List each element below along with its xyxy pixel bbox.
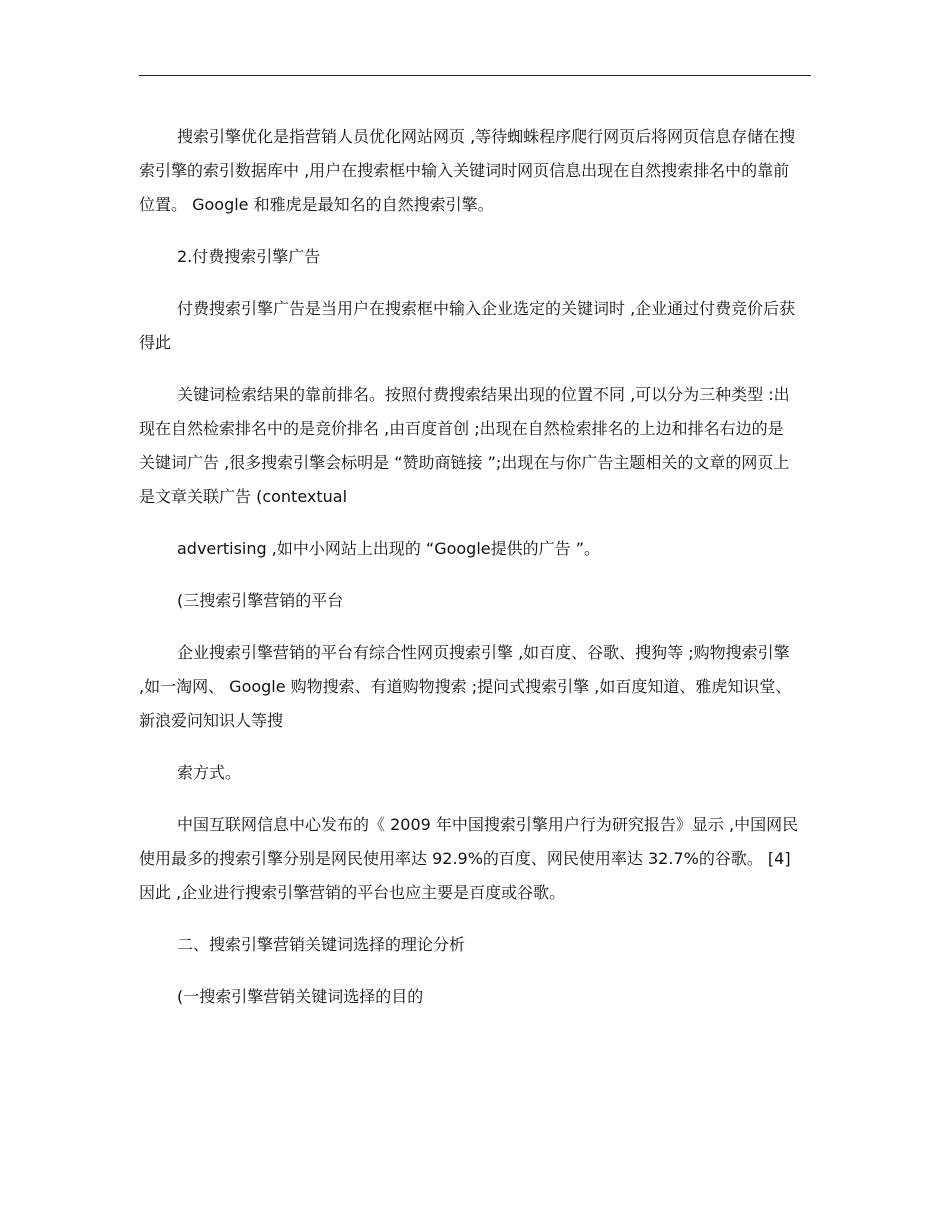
paragraph-seo-definition: 搜索引擎优化是指营销人员优化网站网页 ,等待蜘蛛程序爬行网页后将网页信息存储在搜索引擎的索引数据库中 ,用户在搜索框中输入关键词时网页信息出现在自然搜索排名中的靠前位置。 Google 和雅虎是最知名的自然搜索引擎。 (139, 127, 796, 214)
paragraph-paid-ads-intro: 付费搜索引擎广告是当用户在搜索框中输入企业选定的关键词时 ,企业通过付费竞价后获得此 (139, 299, 796, 352)
paragraph-search-methods: 索方式。 (177, 763, 242, 782)
section-heading-keyword-theory: 二、搜索引擎营销关键词选择的理论分析 (177, 935, 466, 954)
section-heading-paid-ads: 2.付费搜索引擎广告 (177, 247, 321, 266)
paragraph-contextual-advertising: advertising ,如中小网站上出现的 “Google提供的广告 ”。 (177, 539, 600, 558)
document-body (139, 120, 799, 1014)
paragraph-paid-ads-types: 关键词检索结果的靠前排名。按照付费搜索结果出现的位置不同 ,可以分为三种类型 :出现在自然检索排名中的是竞价排名 ,由百度首创 ;出现在自然检索排名的上边和排名右边的是关键词广告 ,很多搜索引擎会标明是 “赞助商链接 ”;出现在与你广告主题相关的文章的网页上是文章关联广告 (contextual (139, 385, 790, 506)
header-rule (139, 75, 811, 76)
section-heading-keyword-purpose: (一搜索引擎营销关键词选择的目的 (177, 987, 424, 1006)
paragraph-cnnic-report: 中国互联网信息中心发布的《 2009 年中国搜索引擎用户行为研究报告》显示 ,中国网民使用最多的搜索引擎分别是网民使用率达 92.9%的百度、网民使用率达 32.7%的谷歌。 [4] 因此 ,企业进行搜索引擎营销的平台也应主要是百度或谷歌。 (139, 815, 799, 902)
section-heading-platforms: (三搜索引擎营销的平台 (177, 591, 344, 610)
paragraph-platforms: 企业搜索引擎营销的平台有综合性网页搜索引擎 ,如百度、谷歌、搜狗等 ;购物搜索引擎 ,如一淘网、 Google 购物搜索、有道购物搜索 ;提问式搜索引擎 ,如百度知道、雅虎知识堂、新浪爱问知识人等搜 (139, 643, 792, 730)
